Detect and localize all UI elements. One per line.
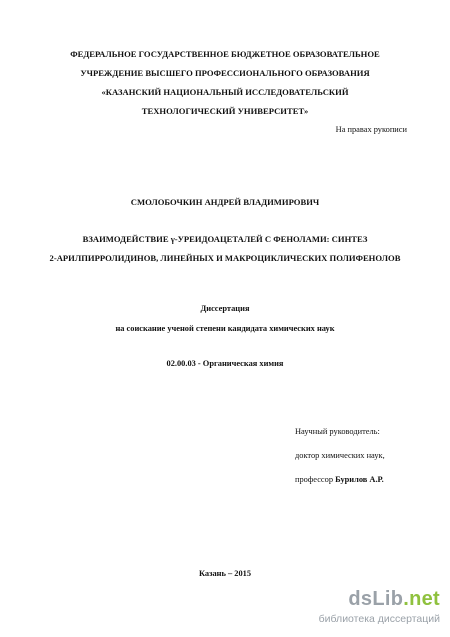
dslib-subtitle: библиотека диссертаций bbox=[318, 613, 440, 625]
advisor-block bbox=[295, 420, 385, 492]
document-type: Диссертация bbox=[200, 304, 250, 313]
rights-note: На правах рукописи bbox=[335, 125, 407, 134]
advisor-rank: доктор химических наук, bbox=[295, 451, 385, 460]
advisor-position-line bbox=[295, 468, 385, 492]
specialty-line: 02.00.03 - Органическая химия bbox=[166, 359, 284, 368]
advisor-label: Научный руководитель: bbox=[295, 427, 380, 436]
dslib-logo-main: dsLib bbox=[348, 588, 404, 610]
author-name: СМОЛОБОЧКИН АНДРЕЙ ВЛАДИМИРОВИЧ bbox=[130, 197, 320, 207]
degree-line: на соискание ученой степени кандидата химических наук bbox=[115, 324, 335, 333]
thesis-title-line-2: 2-АРИЛПИРРОЛИДИНОВ, ЛИНЕЙНЫХ И МАКРОЦИКЛИЧЕСКИХ ПОЛИФЕНОЛОВ bbox=[49, 253, 401, 263]
dslib-logo bbox=[348, 588, 440, 611]
organization-line-3: «КАЗАНСКИЙ НАЦИОНАЛЬНЫЙ ИССЛЕДОВАТЕЛЬСКИЙ bbox=[101, 87, 349, 97]
thesis-title-line-1: ВЗАИМОДЕЙСТВИЕ γ-УРЕИДОАЦЕТАЛЕЙ С ФЕНОЛАМИ: СИНТЕЗ bbox=[82, 234, 368, 244]
dslib-watermark bbox=[285, 588, 440, 628]
organization-line-2: УЧРЕЖДЕНИЕ ВЫСШЕГО ПРОФЕССИОНАЛЬНОГО ОБРАЗОВАНИЯ bbox=[80, 68, 370, 78]
organization-line-4: ТЕХНОЛОГИЧЕСКИЙ УНИВЕРСИТЕТ» bbox=[141, 106, 309, 116]
advisor-position: профессор bbox=[295, 475, 334, 484]
dslib-logo-accent: .net bbox=[403, 588, 440, 610]
organization-header bbox=[0, 45, 450, 121]
advisor-name: Бурилов А.Р. bbox=[335, 475, 384, 484]
city-year: Казань – 2015 bbox=[198, 569, 252, 578]
thesis-title bbox=[0, 230, 450, 268]
organization-line-1: ФЕДЕРАЛЬНОЕ ГОСУДАРСТВЕННОЕ БЮДЖЕТНОЕ ОБРАЗОВАТЕЛЬНОЕ bbox=[70, 49, 380, 59]
